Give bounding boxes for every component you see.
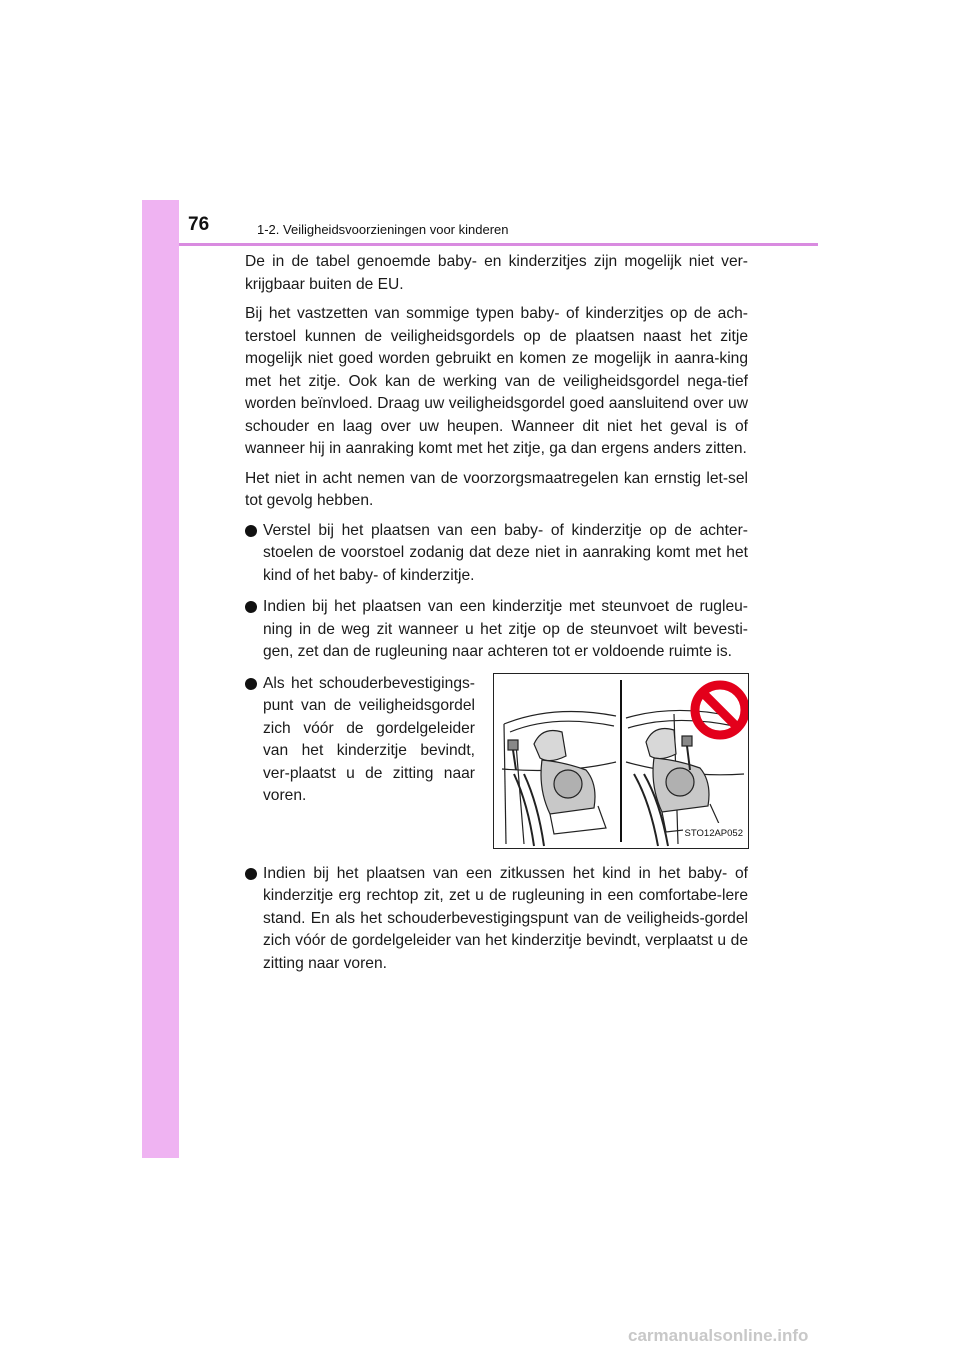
- paragraph-availability: De in de tabel genoemde baby- en kinderzitjes zijn mogelijk niet ver-krijgbaar buiten de EU.: [245, 253, 748, 293]
- list-item-text: Indien bij het plaatsen van een kinderzitje met steunvoet de rugleu-ning in de weg zit wanneer u het zitje op de steunvoet wilt bevesti-gen, zet dan de rugleuning naar achteren tot er voldoende ruimte is.: [263, 598, 748, 660]
- illustration-svg: [494, 674, 748, 848]
- list-item: [245, 673, 475, 808]
- paragraph-injury-warning: Het niet in acht nemen van de voorzorgsmaatregelen kan ernstig let-sel tot gevolg hebben.: [245, 469, 748, 509]
- side-tab: [142, 200, 179, 1158]
- watermark: carmanualsonline.info: [628, 1326, 809, 1345]
- page-number: 76: [188, 214, 210, 235]
- bullet-icon: [245, 868, 257, 880]
- figure-code: STO12AP052: [683, 823, 745, 846]
- paragraph-seatbelt-warning: Bij het vastzetten van sommige typen baby- of kinderzitjes op de ach-terstoel kunnen de veiligheidsgordels op de plaatsen naast het zitje mogelijk niet goed worden gebruikt en komen ze mogelijk in aanra-king met het zitje. Ook kan de werking van de veiligheidsgordel nega-tief worden beïnvloed. Draag uw veiligheidsgordel goed aansluitend over uw schouder en laag over uw heupen. Wanneer dit niet het geval is of wanneer hij in aanraking komt met het zitje, ga dan ergens anders zitten.: [245, 305, 748, 457]
- prohibition-icon: [695, 685, 745, 735]
- list-item: [245, 863, 748, 976]
- header-divider: [179, 243, 818, 246]
- child-seat-correct-icon: [502, 711, 616, 846]
- figure-row: [245, 673, 748, 855]
- bullet-icon: [245, 678, 257, 690]
- list-item: [245, 596, 748, 664]
- bullet-icon: [245, 601, 257, 613]
- page-content: [245, 251, 748, 984]
- list-item: [245, 520, 748, 588]
- list-item-text: Indien bij het plaatsen van een zitkussen het kind in het baby- of kinderzitje erg rechtop zit, zet u de rugleuning in een comfortabe-lere stand. En als het schouderbevestigingspunt van de veiligheids-gordel zich vóór de gordelgeleider van het kinderzitje bevindt, verplaatst u de zitting naar voren.: [263, 864, 748, 972]
- child-seat-illustration: [493, 673, 749, 849]
- list-item-text: Als het schouderbevestigings-punt van de veiligheidsgordel zich vóór de gordelgeleider van het kinderzitje bevindt, ver-plaatst u de zitting naar voren.: [263, 674, 475, 804]
- bullet-icon: [245, 525, 257, 537]
- list-item-text: Verstel bij het plaatsen van een baby- of kinderzitje op de achter-stoelen de voorstoel zodanig dat deze niet in aanraking komt met het kind of het baby- of kinderzitje.: [263, 521, 748, 584]
- section-title: 1-2. Veiligheidsvoorzieningen voor kinderen: [257, 222, 509, 237]
